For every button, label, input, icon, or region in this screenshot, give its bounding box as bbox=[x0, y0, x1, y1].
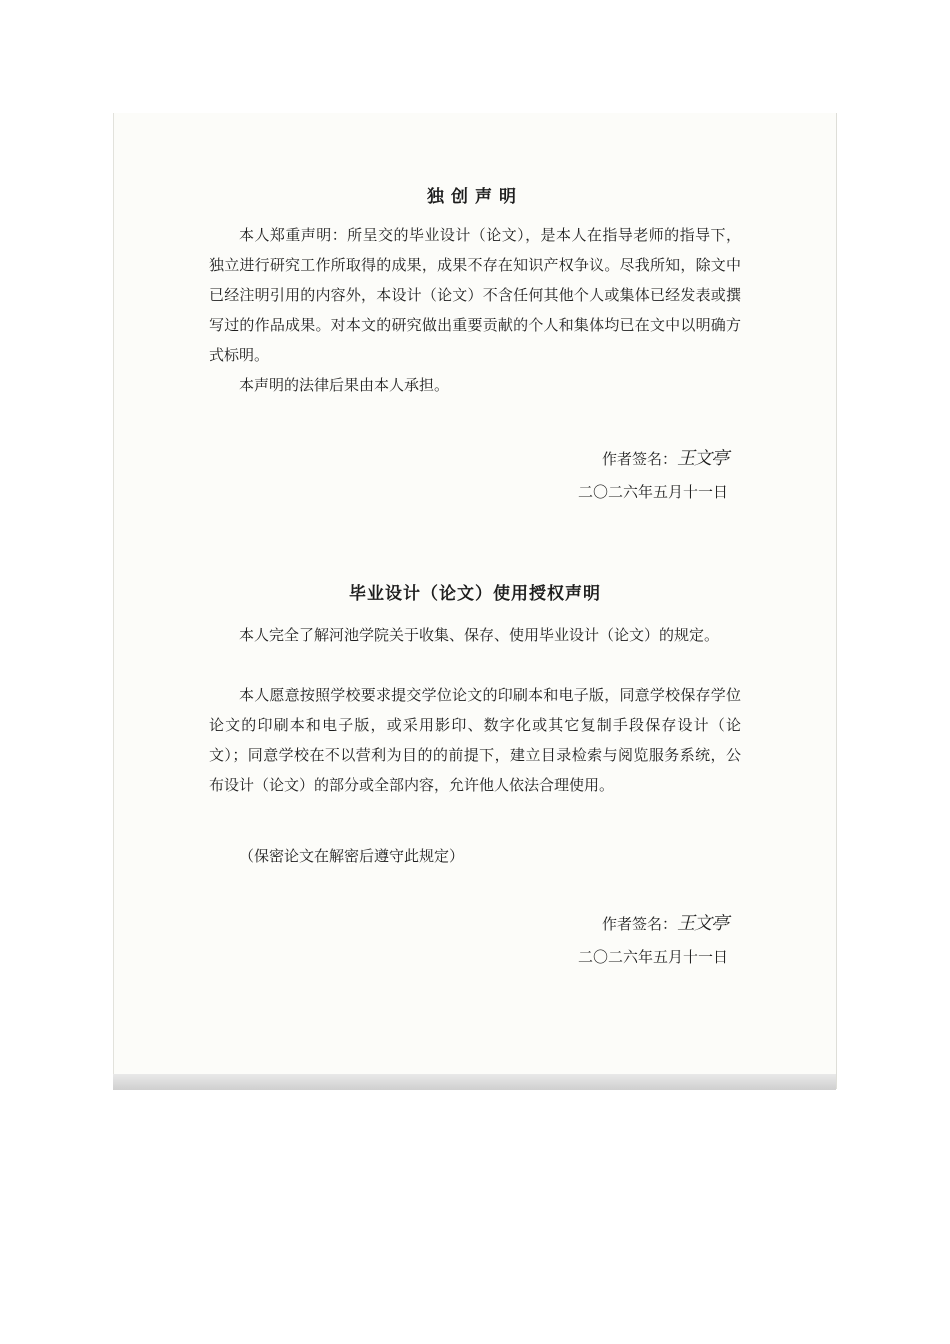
authorization-paragraph: 本人完全了解河池学院关于收集、保存、使用毕业设计（论文）的规定。 bbox=[239, 626, 720, 644]
signature-label: 作者签名： bbox=[601, 915, 677, 933]
handwritten-signature: 王文亭 bbox=[677, 448, 728, 469]
declaration-title: 独创声明 bbox=[427, 187, 523, 207]
authorization-signature-line bbox=[602, 909, 728, 939]
authorization-title: 毕业设计（论文）使用授权声明 bbox=[349, 584, 601, 604]
declaration-paragraph: 本人郑重声明：所呈交的毕业设计（论文），是本人在指导老师的指导下，独立进行研究工作所取得的成果，成果不存在知识产权争议。尽我所知，除文中已经注明引用的内容外，本设计（论文）不含任何其他个人或集体已经发表或撰写过的作品成果。对本文的研究做出重要贡献的个人和集体均已在文中以明确方式标明。 bbox=[209, 226, 741, 364]
handwritten-signature: 王文亭 bbox=[677, 913, 728, 934]
declaration-date: 二〇二六年五月十一日 bbox=[577, 483, 728, 501]
declaration-paragraph: 本声明的法律后果由本人承担。 bbox=[239, 376, 450, 394]
authorization-paragraph: 本人愿意按照学校要求提交学位论文的印刷本和电子版，同意学校保存学位论文的印刷本和电子版，或采用影印、数字化或其它复制手段保存设计（论文）；同意学校在不以营利为目的的前提下，建立目录检索与阅览服务系统，公布设计（论文）的部分或全部内容，允许他人依法合理使用。 bbox=[209, 686, 741, 794]
scanned-page bbox=[113, 113, 837, 1089]
authorization-note: （保密论文在解密后遵守此规定） bbox=[239, 847, 465, 865]
authorization-date: 二〇二六年五月十一日 bbox=[577, 948, 728, 966]
scan-edge-shadow bbox=[113, 1074, 836, 1090]
declaration-signature-line bbox=[602, 444, 728, 474]
signature-label: 作者签名： bbox=[601, 450, 677, 468]
